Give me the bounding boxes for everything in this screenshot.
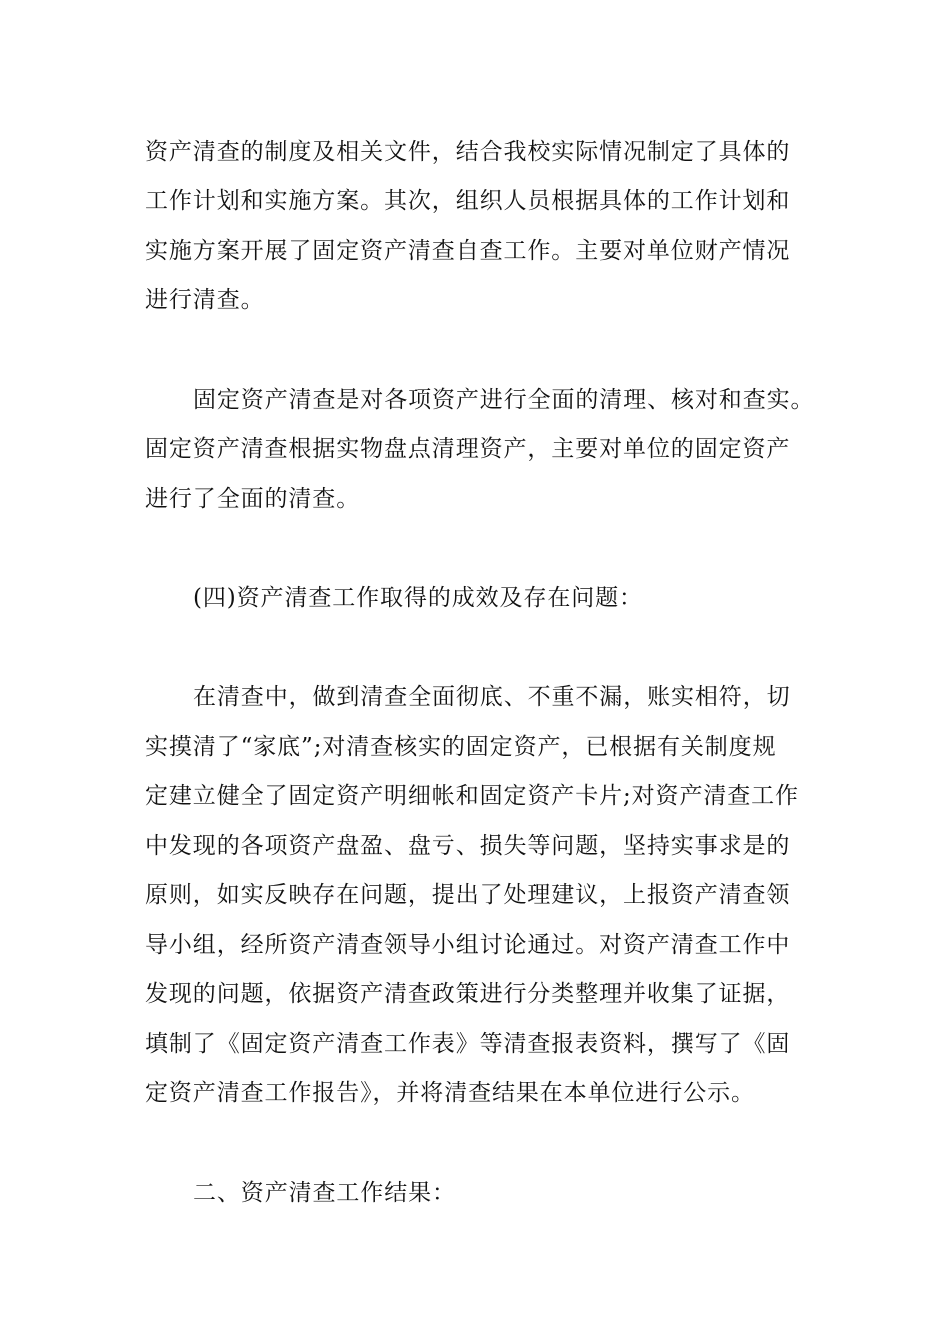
section-heading-4: (四)资产清查工作取得的成效及存在问题： bbox=[193, 585, 643, 611]
paragraph-2-line-1: 固定资产清查是对各项资产进行全面的清理、核对和查实。 bbox=[193, 387, 815, 413]
section-heading-2: 二、资产清查工作结果： bbox=[193, 1180, 456, 1206]
paragraph-2-line-3: 进行了全面的清查。 bbox=[145, 486, 361, 512]
paragraph-1-line-2: 工作计划和实施方案。其次，组织人员根据具体的工作计划和 bbox=[145, 188, 791, 214]
paragraph-4-line-1: 在清查中，做到清查全面彻底、不重不漏，账实相符，切 bbox=[193, 684, 791, 710]
paragraph-4-line-3: 定建立健全了固定资产明细帐和固定资产卡片;对资产清查工作 bbox=[145, 783, 799, 809]
paragraph-1-line-1: 资产清查的制度及相关文件，结合我校实际情况制定了具体的 bbox=[145, 139, 791, 165]
paragraph-4-line-6: 导小组，经所资产清查领导小组讨论通过。对资产清查工作中 bbox=[145, 932, 791, 958]
paragraph-4-line-8: 填制了《固定资产清查工作表》等清查报表资料，撰写了《固 bbox=[145, 1031, 791, 1057]
paragraph-1-line-4: 进行清查。 bbox=[145, 287, 265, 313]
paragraph-4-line-5: 原则，如实反映存在问题，提出了处理建议，上报资产清查领 bbox=[145, 882, 791, 908]
paragraph-4-line-7: 发现的问题，依据资产清查政策进行分类整理并收集了证据， bbox=[145, 981, 791, 1007]
paragraph-1-line-3: 实施方案开展了固定资产清查自查工作。主要对单位财产情况 bbox=[145, 238, 791, 264]
paragraph-4-line-9: 定资产清查工作报告》，并将清查结果在本单位进行公示。 bbox=[145, 1080, 755, 1106]
paragraph-4-line-4: 中发现的各项资产盘盈、盘亏、损失等问题，坚持实事求是的 bbox=[145, 833, 791, 859]
paragraph-4-line-2: 实摸清了“家底”;对清查核实的固定资产，已根据有关制度规 bbox=[145, 734, 777, 760]
paragraph-2-line-2: 固定资产清查根据实物盘点清理资产，主要对单位的固定资产 bbox=[145, 436, 791, 462]
